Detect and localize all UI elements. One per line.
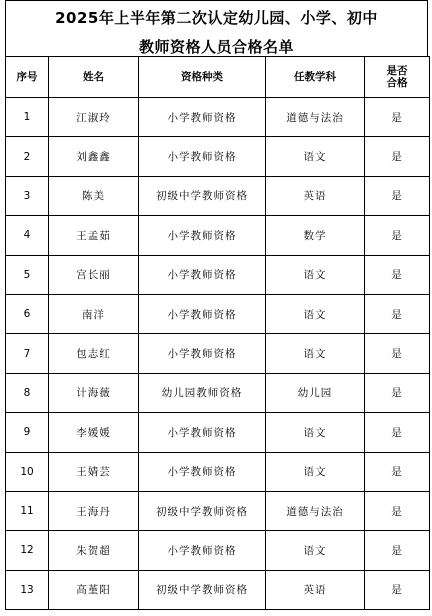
cell-subject: 幼儿园	[266, 373, 365, 412]
cell-qualified: 是	[365, 176, 430, 215]
cell-subject: 语文	[266, 294, 365, 333]
cell-index: 7	[6, 334, 49, 373]
cell-subject: 语文	[266, 531, 365, 570]
table-row	[6, 570, 430, 609]
cell-cert-type: 小学教师资格	[139, 452, 266, 491]
cell-name: 包志红	[49, 334, 139, 373]
cell-cert-type: 小学教师资格	[139, 216, 266, 255]
cell-qualified: 是	[365, 216, 430, 255]
header-qualified-line-1: 是否	[386, 65, 408, 77]
cell-name: 高堇阳	[49, 570, 139, 609]
header-name: 姓名	[49, 57, 139, 98]
table-row	[6, 452, 430, 491]
cell-subject: 道德与法治	[266, 98, 365, 137]
header-qualified	[365, 57, 430, 98]
table-row	[6, 216, 430, 255]
cell-name: 王海丹	[49, 491, 139, 530]
header-qualified-line-2: 合格	[386, 77, 408, 89]
cell-index: 10	[6, 452, 49, 491]
cell-index: 8	[6, 373, 49, 412]
cell-name: 宫长丽	[49, 255, 139, 294]
cell-cert-type: 初级中学教师资格	[139, 570, 266, 609]
cell-cert-type: 小学教师资格	[139, 294, 266, 333]
table-row	[6, 373, 430, 412]
cell-name: 朱贺超	[49, 531, 139, 570]
cell-index: 12	[6, 531, 49, 570]
cell-qualified: 是	[365, 531, 430, 570]
header-row	[6, 57, 430, 98]
cell-index: 5	[6, 255, 49, 294]
title-line-1: 2025年上半年第二次认定幼儿园、小学、初中	[55, 9, 378, 27]
cell-subject: 语文	[266, 452, 365, 491]
table-row	[6, 137, 430, 176]
document-title	[5, 0, 428, 56]
cell-subject: 语文	[266, 255, 365, 294]
cell-name: 江淑玲	[49, 98, 139, 137]
cell-subject: 数学	[266, 216, 365, 255]
cell-index: 2	[6, 137, 49, 176]
cell-subject: 语文	[266, 334, 365, 373]
cell-index: 13	[6, 570, 49, 609]
header-index: 序号	[6, 57, 49, 98]
header-subject: 任教学科	[266, 57, 365, 98]
table-row	[6, 255, 430, 294]
table-row	[6, 531, 430, 570]
cell-index: 3	[6, 176, 49, 215]
cell-cert-type: 小学教师资格	[139, 334, 266, 373]
cell-subject: 英语	[266, 176, 365, 215]
table-row	[6, 413, 430, 452]
cell-index: 1	[6, 98, 49, 137]
cell-index: 9	[6, 413, 49, 452]
table-row	[6, 294, 430, 333]
cell-cert-type: 小学教师资格	[139, 413, 266, 452]
cell-subject: 道德与法治	[266, 491, 365, 530]
table-body	[6, 98, 430, 610]
cell-index: 6	[6, 294, 49, 333]
cell-qualified: 是	[365, 334, 430, 373]
cell-name: 刘鑫鑫	[49, 137, 139, 176]
cell-index: 11	[6, 491, 49, 530]
cell-qualified: 是	[365, 373, 430, 412]
cell-cert-type: 幼儿园教师资格	[139, 373, 266, 412]
table-row	[6, 491, 430, 530]
cell-qualified: 是	[365, 413, 430, 452]
table-row	[6, 334, 430, 373]
header-cert-type: 资格种类	[139, 57, 266, 98]
table-row	[6, 98, 430, 137]
cell-cert-type: 小学教师资格	[139, 137, 266, 176]
cell-cert-type: 初级中学教师资格	[139, 176, 266, 215]
title-line-2: 教师资格人员合格名单	[138, 38, 294, 56]
cell-subject: 英语	[266, 570, 365, 609]
cell-qualified: 是	[365, 255, 430, 294]
cell-qualified: 是	[365, 98, 430, 137]
cell-name: 李媛媛	[49, 413, 139, 452]
qualified-list-table	[5, 56, 430, 610]
table-row	[6, 176, 430, 215]
cell-index: 4	[6, 216, 49, 255]
cell-qualified: 是	[365, 452, 430, 491]
cell-qualified: 是	[365, 137, 430, 176]
cell-qualified: 是	[365, 570, 430, 609]
cell-name: 计海薇	[49, 373, 139, 412]
cell-name: 王孟茹	[49, 216, 139, 255]
cell-name: 陈美	[49, 176, 139, 215]
cell-cert-type: 初级中学教师资格	[139, 491, 266, 530]
cell-cert-type: 小学教师资格	[139, 531, 266, 570]
cell-name: 王婧芸	[49, 452, 139, 491]
cell-cert-type: 小学教师资格	[139, 98, 266, 137]
cell-subject: 语文	[266, 413, 365, 452]
cell-qualified: 是	[365, 491, 430, 530]
cell-name: 南洋	[49, 294, 139, 333]
cell-qualified: 是	[365, 294, 430, 333]
cell-cert-type: 小学教师资格	[139, 255, 266, 294]
cell-subject: 语文	[266, 137, 365, 176]
